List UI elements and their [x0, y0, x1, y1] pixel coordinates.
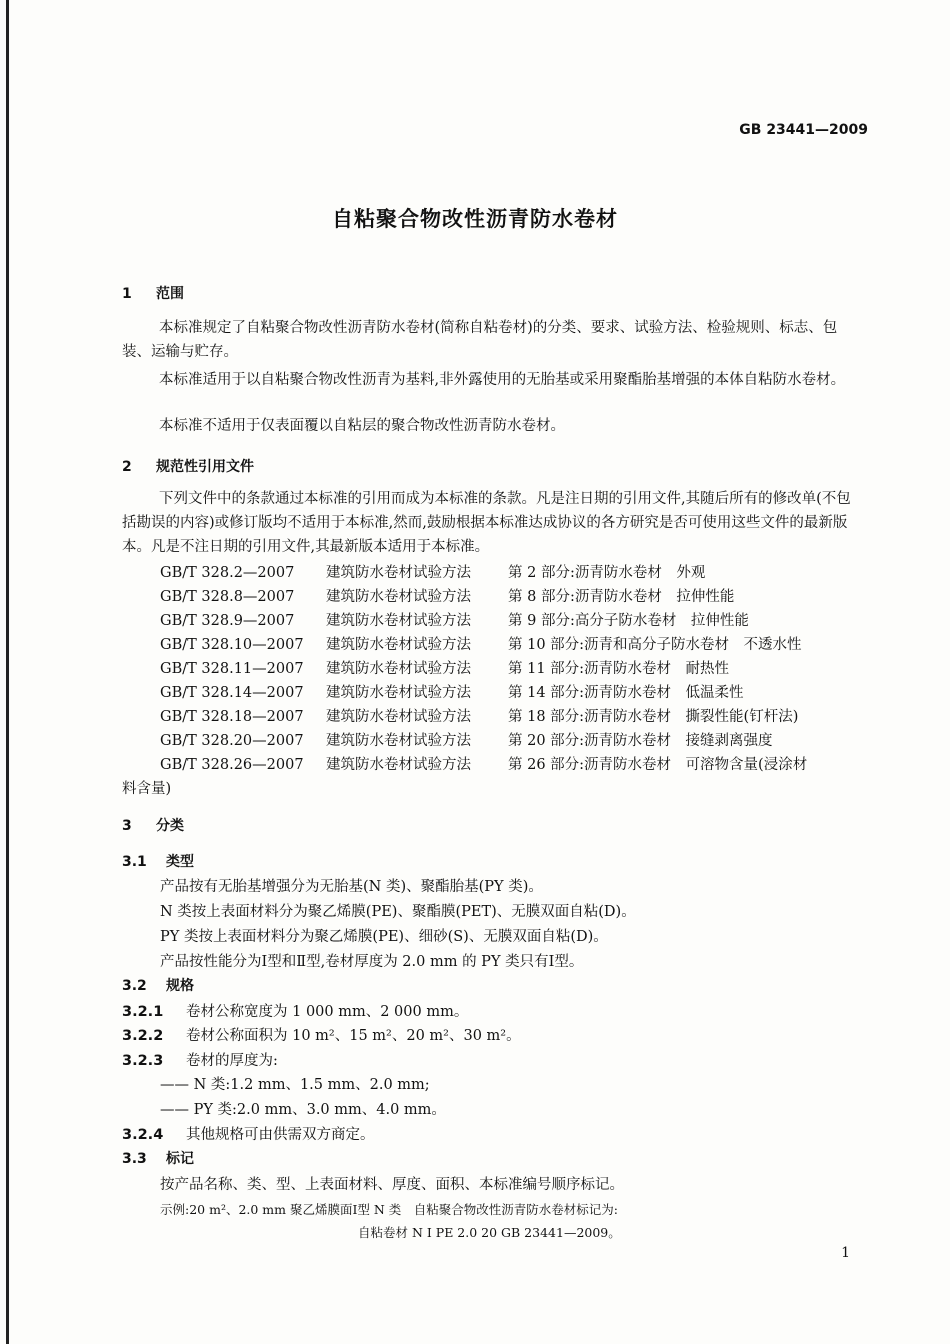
scan-edge-line [6, 0, 9, 1344]
example-mark: 自粘卷材 N Ⅰ PE 2.0 20 GB 23441—2009。 [358, 1225, 621, 1240]
paragraph: 下列文件中的条款通过本标准的引用而成为本标准的条款。凡是注日期的引用文件,其随后所有的修改单(不包括勘误的内容)或修订版均不适用于本标准,然而,鼓励根据本标准达成协议的各方研究是否可使用这些文件的最新版本。凡是不注日期的引用文件,其最新版本适用于本标准。 [122, 491, 851, 555]
paragraph: 产品按有无胎基增强分为无胎基(N 类)、聚酯胎基(PY 类)。 [160, 879, 543, 895]
subsection-heading: 3.2 规格 [122, 978, 194, 994]
reference-item: GB/T 328.11—2007 建筑防水卷材试验方法 第 11 部分:沥青防水卷材 耐热性 [160, 661, 730, 677]
section-number: 2 [122, 459, 132, 475]
clause: 3.2.3 卷材的厚度为: [122, 1053, 278, 1069]
reference-item: GB/T 328.2—2007 建筑防水卷材试验方法 第 2 部分:沥青防水卷材 外观 [160, 565, 706, 581]
paragraph: 按产品名称、类、型、上表面材料、厚度、面积、本标准编号顺序标记。 [160, 1177, 624, 1193]
paragraph: 本标准不适用于仅表面覆以自粘层的聚合物改性沥青防水卷材。 [159, 418, 565, 434]
reference-item: GB/T 328.14—2007 建筑防水卷材试验方法 第 14 部分:沥青防水卷材 低温柔性 [160, 685, 744, 701]
section-title: 分类 [156, 818, 184, 834]
section-3-heading [122, 815, 184, 835]
section-number: 1 [122, 286, 132, 302]
clause: 3.2.2 卷材公称面积为 10 m²、15 m²、20 m²、30 m²。 [122, 1028, 521, 1044]
section-1-heading [122, 283, 184, 303]
section-title: 规范性引用文件 [156, 459, 254, 475]
reference-item: GB/T 328.9—2007 建筑防水卷材试验方法 第 9 部分:高分子防水卷材 拉伸性能 [160, 613, 749, 629]
reference-item: GB/T 328.20—2007 建筑防水卷材试验方法 第 20 部分:沥青防水卷材 接缝剥离强度 [160, 733, 773, 749]
paragraph: N 类按上表面材料分为聚乙烯膜(PE)、聚酯膜(PET)、无膜双面自粘(D)。 [160, 904, 636, 920]
paragraph: 产品按性能分为Ⅰ型和Ⅱ型,卷材厚度为 2.0 mm 的 PY 类只有Ⅰ型。 [160, 954, 584, 970]
example-text: 示例:20 m²、2.0 mm 聚乙烯膜面Ⅰ型 N 类 自粘聚合物改性沥青防水卷材标记为: [160, 1202, 619, 1217]
reference-item: GB/T 328.18—2007 建筑防水卷材试验方法 第 18 部分:沥青防水卷材 撕裂性能(钉杆法) [160, 709, 799, 725]
subsection-heading: 3.1 类型 [122, 854, 194, 870]
section-number: 3 [122, 818, 132, 834]
reference-item: GB/T 328.26—2007 建筑防水卷材试验方法 第 26 部分:沥青防水卷材 可溶物含量(浸涂材 [160, 757, 808, 773]
dash-list-item: —— N 类:1.2 mm、1.5 mm、2.0 mm; [160, 1077, 430, 1093]
clause: 3.2.1 卷材公称宽度为 1 000 mm、2 000 mm。 [122, 1004, 469, 1020]
subsection-heading: 3.3 标记 [122, 1151, 194, 1167]
reference-item: GB/T 328.8—2007 建筑防水卷材试验方法 第 8 部分:沥青防水卷材 拉伸性能 [160, 589, 735, 605]
standard-number: GB 23441—2009 [739, 122, 868, 138]
reference-item: GB/T 328.10—2007 建筑防水卷材试验方法 第 10 部分:沥青和高分子防水卷材 不透水性 [160, 637, 802, 653]
clause: 3.2.4 其他规格可由供需双方商定。 [122, 1127, 375, 1143]
paragraph: PY 类按上表面材料分为聚乙烯膜(PE)、细砂(S)、无膜双面自粘(D)。 [160, 929, 608, 945]
dash-list-item: —— PY 类:2.0 mm、3.0 mm、4.0 mm。 [160, 1102, 446, 1118]
reference-continuation: 料含量) [122, 781, 172, 797]
section-2-heading [122, 456, 254, 476]
page-number: 1 [841, 1245, 850, 1261]
paragraph: 本标准规定了自粘聚合物改性沥青防水卷材(简称自粘卷材)的分类、要求、试验方法、检验规则、标志、包装、运输与贮存。 [122, 320, 838, 360]
paragraph: 本标准适用于以自粘聚合物改性沥青为基料,非外露使用的无胎基或采用聚酯胎基增强的本体自粘防水卷材。 [159, 372, 846, 388]
document-title: 自粘聚合物改性沥青防水卷材 [332, 207, 618, 231]
section-title: 范围 [156, 286, 184, 302]
